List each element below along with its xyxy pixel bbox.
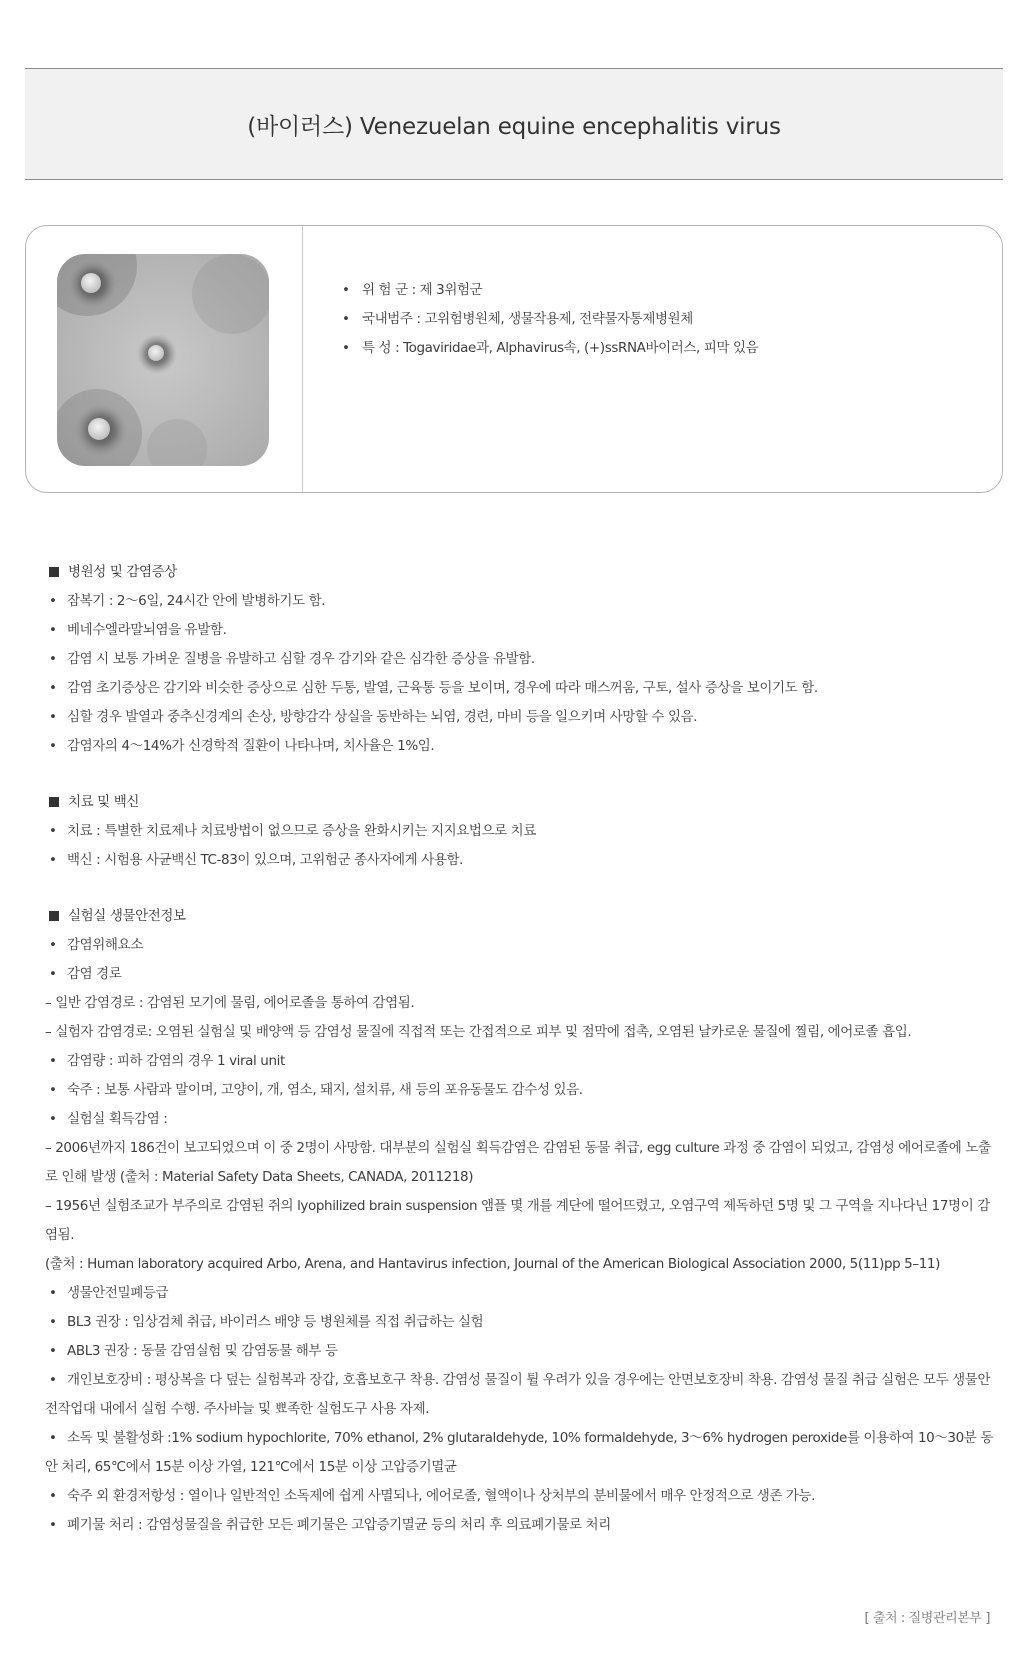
info-card (25, 225, 1003, 493)
sub-item: – 1956년 실험조교가 부주의로 감염된 쥐의 lyophilized brain suspension 앰플 몇 개를 계단에 떨어뜨렸고, 오염구역 제독하던 5명 및 그 구역을 지나다닌 17명이 감염됨. (45, 1198, 990, 1243)
list-item: • 감염자의 4～14%가 신경학적 질환이 나타나며, 치사율은 1%임. (49, 738, 435, 754)
citation: (출처 : Human laboratory acquired Arbo, Arena, and Hantavirus infection, Journal of the American Biological Association 2000, 5(11)pp 5–11) (45, 1256, 940, 1272)
list-item: • 감염 시 보통 가벼운 질병을 유발하고 심할 경우 감기와 같은 심각한 증상을 유발함. (49, 651, 535, 667)
list-item: • 생물안전밀폐등급 (49, 1285, 169, 1301)
content (45, 558, 995, 1567)
list-item: • 숙주 외 환경저항성 : 열이나 일반적인 소독제에 쉽게 사멸되나, 에어로졸, 혈액이나 상처부의 분비물에서 매우 안정적으로 생존 가능. (49, 1488, 816, 1504)
virus-micrograph (57, 254, 269, 466)
list-item: • 감염위해요소 (49, 937, 143, 953)
list-item: • 감염 경로 (49, 966, 122, 982)
section-heading: 실험실 생물안전정보 (45, 902, 995, 931)
list-item: • 잠복기 : 2～6일, 24시간 안에 발병하기도 함. (49, 593, 326, 609)
list-item: • 폐기물 처리 : 감염성물질을 취급한 모든 폐기물은 고압증기멸균 등의 처리 후 의료폐기물로 처리 (49, 1517, 611, 1533)
info-divider (302, 226, 303, 492)
list-item: • 숙주 : 보통 사람과 말이며, 고양이, 개, 염소, 돼지, 설치류, 새 등의 포유동물도 감수성 있음. (49, 1082, 583, 1098)
section-treatment (45, 788, 995, 875)
info-risk-group: • 위 험 군 : 제 3위험군 (342, 282, 483, 298)
list-item: • 실험실 획득감염 : (49, 1111, 168, 1127)
section-pathogenicity (45, 558, 995, 761)
list-item: • ABL3 권장 : 동물 감염실험 및 감염동물 해부 등 (49, 1343, 338, 1359)
title-band (25, 68, 1003, 180)
sub-item: – 2006년까지 186건이 보고되었으며 이 중 2명이 사망함. 대부분의 실험실 획득감염은 감염된 동물 취급, egg culture 과정 중 감염이 되었고, 감염성 에어로졸에 노출로 인해 발생 (출처 : Material Safety Data Sheets, CANADA, 2011218) (45, 1140, 991, 1185)
section-biosafety (45, 902, 995, 1540)
source-footer: [ 출처 : 질병관리본부 ] (864, 1611, 990, 1626)
list-item: • 백신 : 시험용 사균백신 TC-83이 있으며, 고위험군 종사자에게 사용함. (49, 852, 464, 868)
list-item: • 소독 및 불활성화 :1% sodium hypochlorite, 70% ethanol, 2% glutaraldehyde, 10% formaldehyde, 3～6% hydrogen peroxide를 이용하여 10～30분 동안 처리, 65℃에서 15분 이상 가열, 121℃에서 15분 이상 고압증기멸균 (45, 1430, 993, 1475)
list-item: • 베네수엘라말뇌염을 유발함. (49, 622, 227, 638)
info-characteristics: • 특 성 : Togaviridae과, Alphavirus속, (+)ssRNA바이러스, 피막 있음 (342, 340, 759, 356)
info-domestic-category: • 국내범주 : 고위험병원체, 생물작용제, 전략물자통제병원체 (342, 311, 693, 327)
section-heading: 병원성 및 감염증상 (45, 558, 995, 587)
sub-item: – 일반 감염경로 : 감염된 모기에 물림, 에어로졸을 통하여 감염됨. (45, 995, 415, 1011)
list-item: • 개인보호장비 : 평상복을 다 덮는 실험복과 장갑, 호흡보호구 착용. 감염성 물질이 튈 우려가 있을 경우에는 안면보호장비 착용. 감염성 물질 취급 실험은 모두 생물안전작업대 내에서 실험 수행. 주사바늘 및 뾰족한 실험도구 사용 자제. (45, 1372, 991, 1417)
list-item: • 감염량 : 피하 감염의 경우 1 viral unit (49, 1053, 285, 1069)
list-item: • 심할 경우 발열과 중추신경계의 손상, 방향감각 상실을 동반하는 뇌염, 경련, 마비 등을 일으키며 사망할 수 있음. (49, 709, 698, 725)
list-item: • 감염 초기증상은 감기와 비슷한 증상으로 심한 두통, 발열, 근육통 등을 보이며, 경우에 따라 매스꺼움, 구토, 설사 증상을 보이기도 함. (49, 680, 818, 696)
sub-item: – 실험자 감염경로: 오염된 실험실 및 배양액 등 감염성 물질에 직접적 또는 간접적으로 피부 및 점막에 접촉, 오염된 날카로운 물질에 찔림, 에어로졸 흡입. (45, 1024, 912, 1040)
list-item: • 치료 : 특별한 치료제나 치료방법이 없으므로 증상을 완화시키는 지지요법으로 치료 (49, 823, 536, 839)
page-title: (바이러스) Venezuelan equine encephalitis virus (247, 113, 781, 140)
section-heading: 치료 및 백신 (45, 788, 995, 817)
list-item: • BL3 권장 : 임상검체 취급, 바이러스 배양 등 병원체를 직접 취급하는 실험 (49, 1314, 484, 1330)
info-list (342, 276, 758, 363)
